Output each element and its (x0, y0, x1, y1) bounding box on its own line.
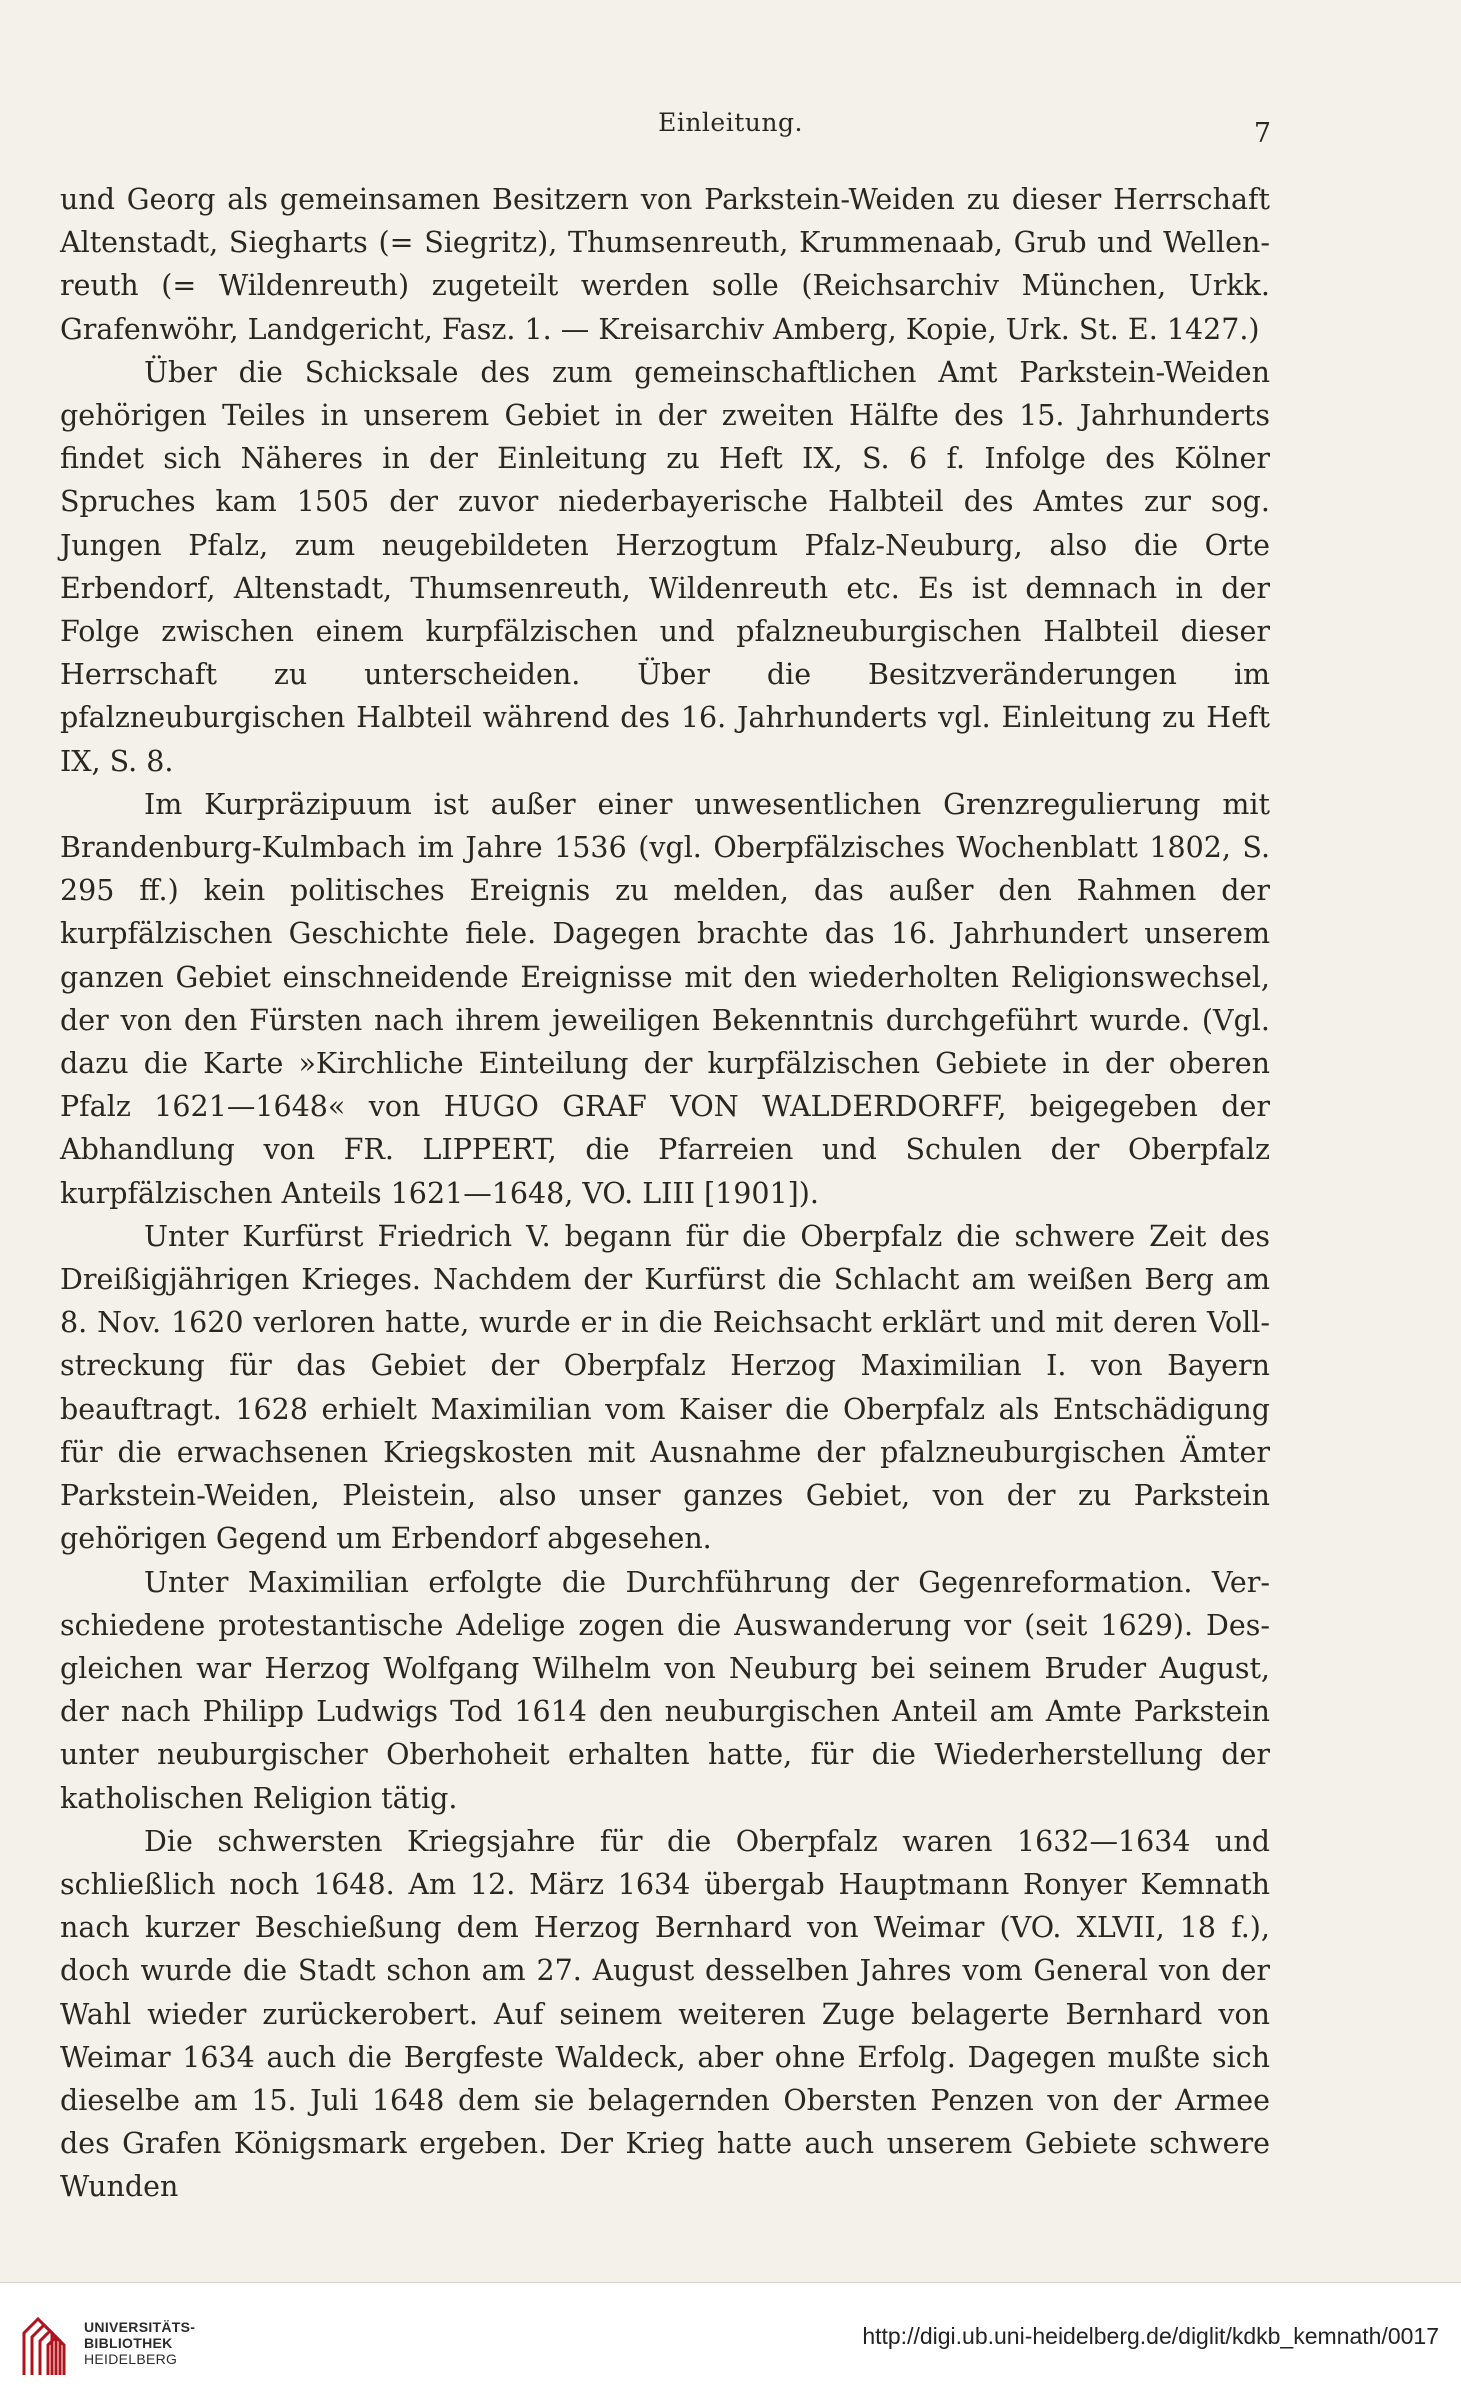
footer (0, 2283, 1461, 2400)
page-header (0, 108, 1461, 148)
source-url-link[interactable]: http://digi.ub.uni-heidelberg.de/diglit/kdkb_kemnath/0017 (862, 2323, 1439, 2349)
library-logo-icon (18, 2303, 74, 2383)
paragraph-3: Im Kurpräzipuum ist außer einer unwesentlichen Grenzregulierung mit Brandenburg-Kulmbach im Jahre 1536 (vgl. Oberpfälzisches Wochenblatt 1802, S. 295 ff.) kein politisches Ereignis zu melden, das außer den Rahmen der kurpfälzischen Geschichte fiele. Dagegen brachte das 16. Jahrhundert unserem ganzen Gebiet einschneidende Ereignisse mit den wiederholten Religionswechsel, der von den Fürsten nach ihrem jeweiligen Bekenntnis durchgeführt wurde. (Vgl. dazu die Karte »Kirchliche Einteilung der kurpfälzischen Gebiete in der oberen Pfalz 1621—1648« von HUGO GRAF VON WALDERDORFF, beigegeben der Abhandlung von FR. LIPPERT, die Pfarreien und Schulen der Oberpfalz kurpfälzischen Anteils 1621—1648, VO. LIII [1901]). (60, 787, 1270, 1210)
logo-line-1: UNIVERSITÄTS- (84, 2319, 196, 2335)
page-number: 7 (1253, 118, 1271, 149)
paragraph-6: Die schwersten Kriegsjahre für die Oberpfalz waren 1632—1634 und schließlich noch 1648. Am 12. März 1634 übergab Hauptmann Ronyer Kemnath nach kurzer Beschießung dem Herzog Bernhard von Weimar (VO. XLVII, 18 f.), doch wurde die Stadt schon am 27. August desselben Jahres vom General von der Wahl wieder zurückerobert. Auf seinem weiteren Zuge belagerte Bernhard von Weimar 1634 auch die Bergfeste Waldeck, aber ohne Erfolg. Dagegen mußte sich dieselbe am 15. Juli 1648 dem sie belagernden Obersten Penzen von der Armee des Grafen Königsmark ergeben. Der Krieg hatte auch unserem Gebiete schwere Wunden (60, 1824, 1270, 2204)
paragraph-1: und Georg als gemeinsamen Besitzern von Parkstein-Weiden zu dieser Herrschaft Altenstadt, Siegharts (= Siegritz), Thumsenreuth, Krummenaab, Grub und Wellenreuth (= Wildenreuth) zugeteilt werden solle (Reichsarchiv München, Urkk. Grafenwöhr, Landgericht, Fasz. 1. — Kreisarchiv Amberg, Kopie, Urk. St. E. 1427.) (60, 183, 1270, 346)
paragraph-5: Unter Maximilian erfolgte die Durchführung der Gegenreformation. Verschiedene protestantische Adelige zogen die Auswanderung vor (seit 1629). Desgleichen war Herzog Wolfgang Wilhelm von Neuburg bei seinem Bruder August, der nach Philipp Ludwigs Tod 1614 den neuburgischen Anteil am Amte Parkstein unter neuburgischer Oberhoheit erhalten hatte, für die Wiederherstellung der katholischen Religion tätig. (60, 1565, 1270, 1815)
logo-line-2: BIBLIOTHEK (84, 2335, 173, 2351)
library-logo-text (84, 2319, 195, 2367)
body-text (60, 178, 1270, 2209)
paragraph-2: Über die Schicksale des zum gemeinschaftlichen Amt Parkstein-Weiden gehörigen Teiles in unserem Gebiet in der zweiten Hälfte des 15. Jahrhunderts findet sich Näheres in der Einleitung zu Heft IX, S. 6 f. Infolge des Kölner Spruches kam 1505 der zuvor niederbayerische Halbteil des Amtes zur sog. Jungen Pfalz, zum neugebildeten Herzogtum Pfalz-Neuburg, also die Orte Erbendorf, Altenstadt, Thumsenreuth, Wildenreuth etc. Es ist demnach in der Folge zwischen einem kurpfälzischen und pfalzneuburgischen Halbteil dieser Herrschaft zu unterscheiden. Über die Besitzveränderungen im pfalzneuburgischen Halbteil während des 16. Jahrhunderts vgl. Einleitung zu Heft IX, S. 8. (60, 355, 1270, 778)
running-title: Einleitung. (658, 108, 803, 137)
paragraph-4: Unter Kurfürst Friedrich V. begann für die Oberpfalz die schwere Zeit des Dreißigjährigen Krieges. Nachdem der Kurfürst die Schlacht am weißen Berg am 8. Nov. 1620 verloren hatte, wurde er in die Reichsacht erklärt und mit deren Vollstreckung für das Gebiet der Oberpfalz Herzog Maximilian I. von Bayern beauftragt. 1628 erhielt Maximilian vom Kaiser die Oberpfalz als Entschädigung für die erwachsenen Kriegskosten mit Ausnahme der pfalzneuburgischen Ämter Parkstein-Weiden, Pleistein, also unser ganzes Gebiet, von der zu Parkstein gehörigen Gegend um Erbendorf abgesehen. (60, 1219, 1270, 1556)
logo-line-3: HEIDELBERG (84, 2351, 178, 2367)
